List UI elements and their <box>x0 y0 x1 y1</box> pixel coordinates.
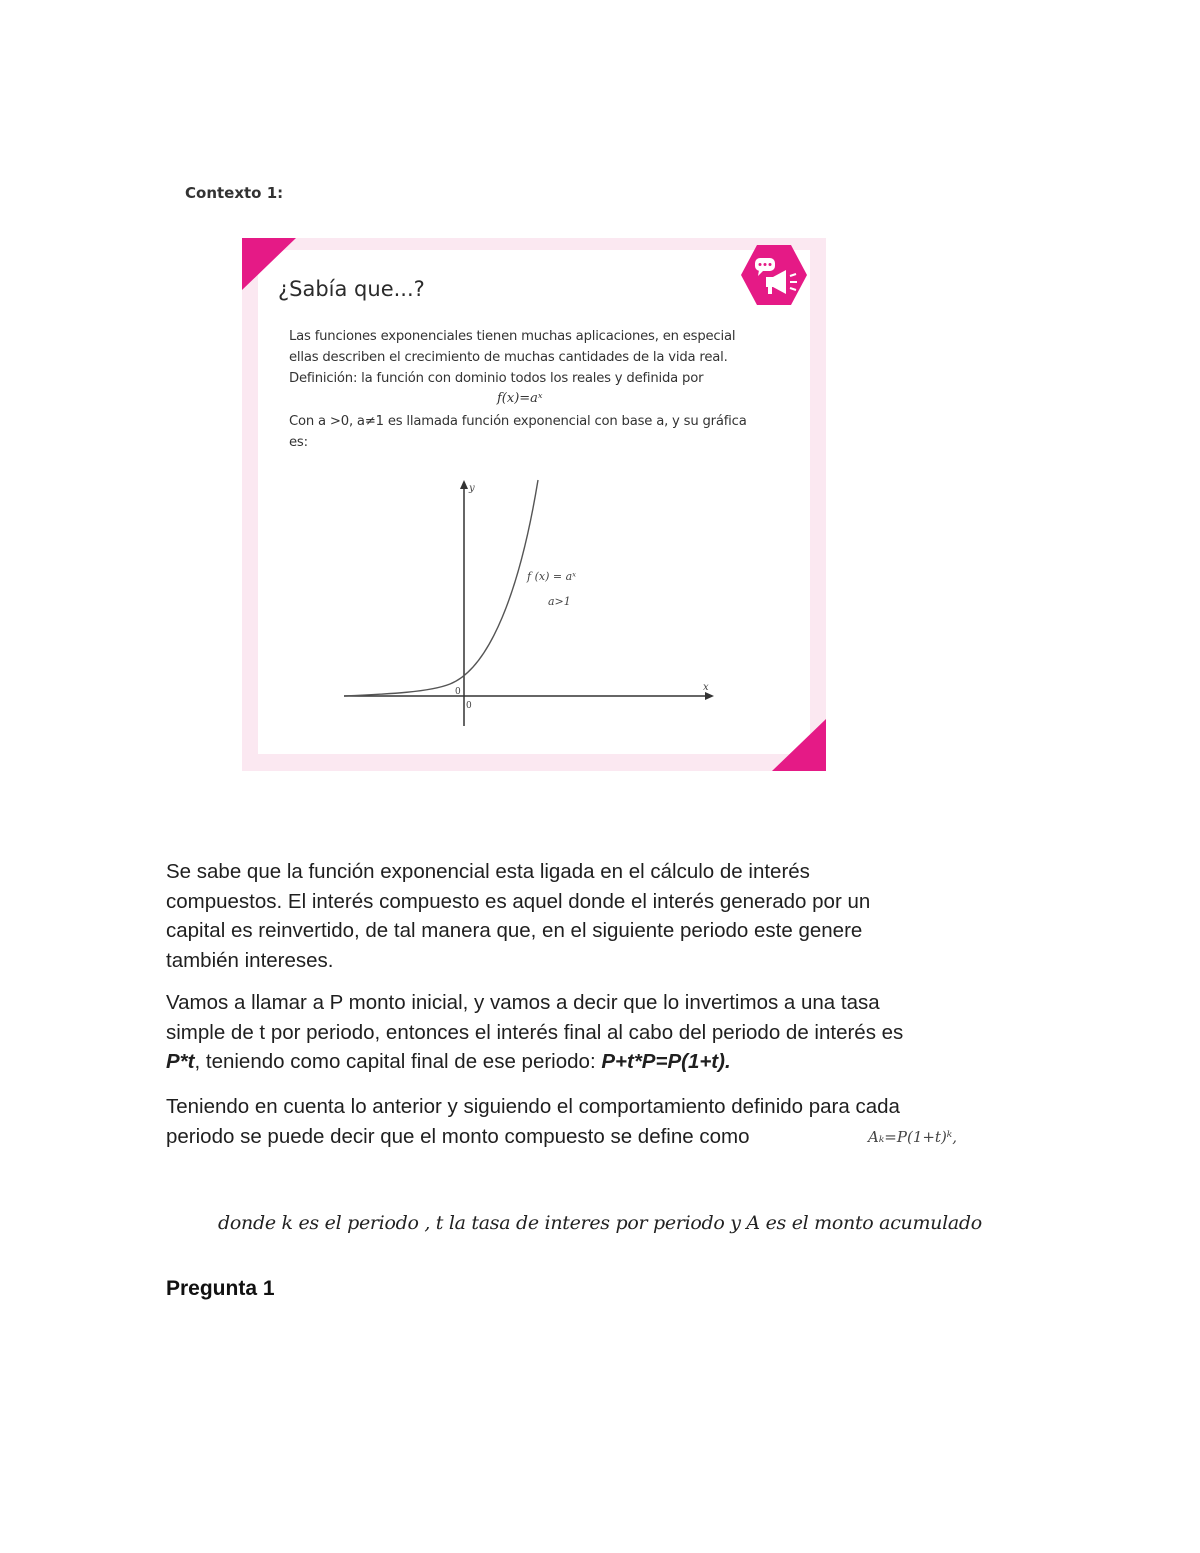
curve-label: f (x) = aˣ <box>527 570 577 583</box>
corner-triangle-bottom-right <box>772 719 826 771</box>
exponential-formula: f(x)=aˣ <box>497 391 543 406</box>
simple-interest-formula: P*t <box>166 1050 195 1073</box>
paragraph-3-line: periodo se puede decir que el monto compuesto se define como <box>166 1124 750 1148</box>
info-box-line: Con a >0, a≠1 es llamada función exponencial con base a, y su gráfica <box>289 414 747 429</box>
paragraph-1-line: compuestos. El interés compuesto es aquel donde el interés generado por un <box>166 889 871 913</box>
paragraph-3-line: Teniendo en cuenta lo anterior y siguiendo el comportamiento definido para cada <box>166 1095 900 1118</box>
paragraph-1-line: también intereses. <box>166 948 334 972</box>
paragraph-2 <box>166 988 1036 1077</box>
paragraph-2-line: Vamos a llamar a P monto inicial, y vamos a decir que lo invertimos a una tasa <box>166 991 880 1014</box>
info-box-title: ¿Sabía que...? <box>278 277 425 301</box>
paragraph-1-line: Se sabe que la función exponencial esta ligada en el cálculo de interés <box>166 860 810 883</box>
question-title: Pregunta 1 <box>166 1277 275 1300</box>
origin-label: 0 <box>455 687 461 697</box>
y-axis-label: y <box>469 483 475 494</box>
final-capital-formula: P+t*P=P(1+t). <box>601 1050 731 1073</box>
x-axis-label: x <box>703 682 709 693</box>
condition-label: a>1 <box>548 595 571 608</box>
speech-bubble-megaphone-icon <box>740 244 808 306</box>
paragraph-2-line <box>166 1047 1036 1077</box>
formula-note: donde k es el periodo , t la tasa de interes por periodo y A es el monto acumulado <box>218 1212 982 1234</box>
paragraph-1 <box>166 857 1036 975</box>
paragraph-2-text: , teniendo como capital final de ese periodo: <box>194 1050 602 1073</box>
info-box-line: ellas describen el crecimiento de muchas cantidades de la vida real. <box>289 350 728 365</box>
paragraph-1-line: capital es reinvertido, de tal manera que, en el siguiente periodo este genere <box>166 919 863 942</box>
paragraph-2-line: simple de t por periodo, entonces el interés final al cabo del periodo de interés es <box>166 1020 904 1044</box>
exponential-graph <box>330 470 730 735</box>
info-box-line: Definición: la función con dominio todos los reales y definida por <box>289 371 704 386</box>
origin-label-2: 0 <box>466 701 472 711</box>
info-box-line: es: <box>289 435 308 450</box>
compound-interest-formula: Aₖ=P(1+t)ᵏ, <box>868 1128 958 1146</box>
context-label: Contexto 1: <box>185 184 284 202</box>
info-box-line: Las funciones exponenciales tienen muchas aplicaciones, en especial <box>289 329 736 344</box>
